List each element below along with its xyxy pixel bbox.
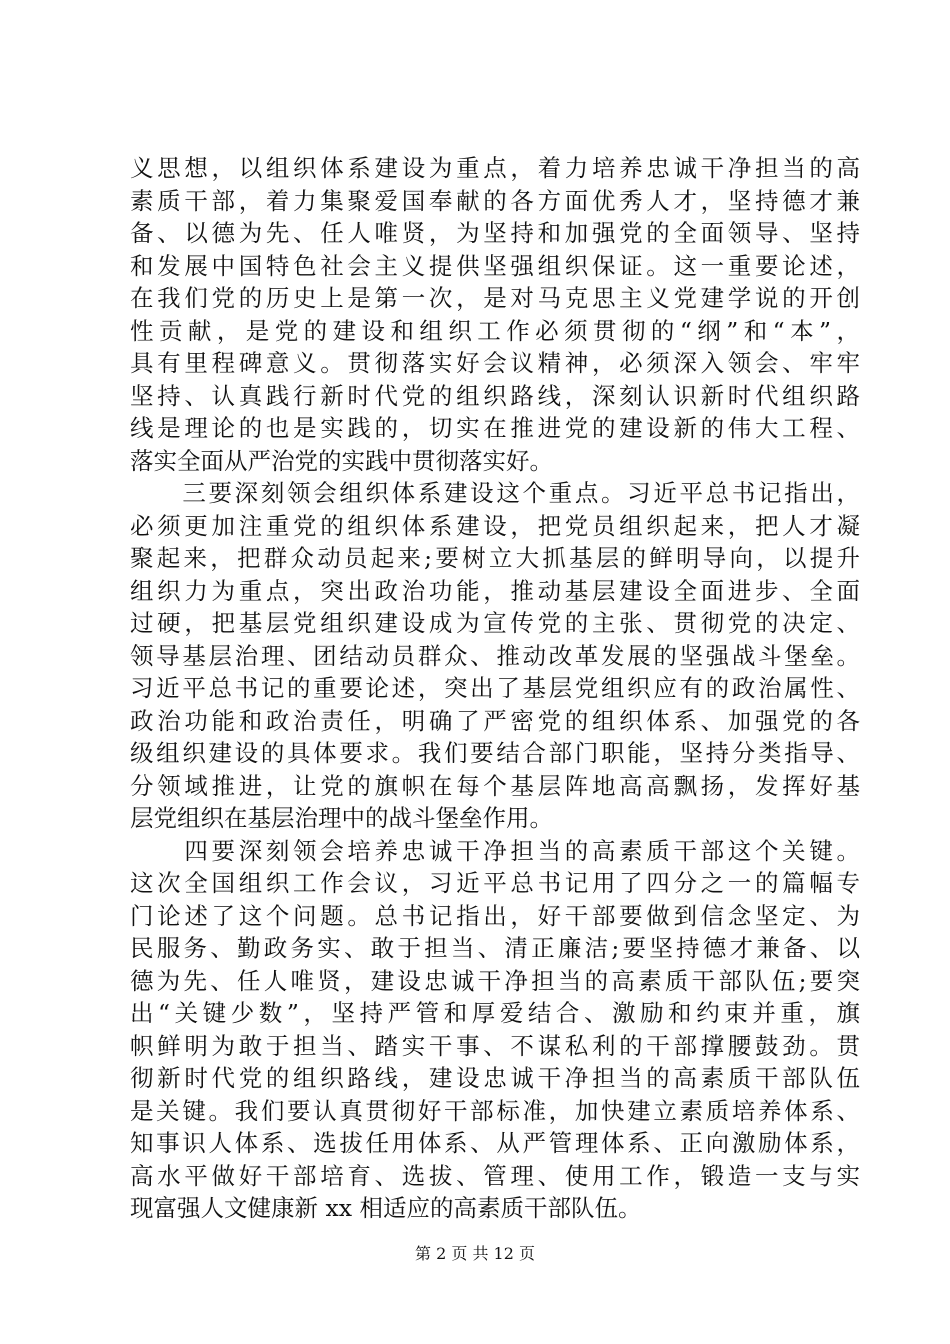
text-line: 现富强人文健康新 xx 相适应的高素质干部队伍。 — [130, 1194, 642, 1222]
text-line: 德为先、任人唯贤，建设忠诚干净担当的高素质干部队伍;要突 — [130, 966, 860, 995]
body-text — [130, 152, 860, 1225]
text-line: 坚持、认真践行新时代党的组织路线，深刻认识新时代组织路 — [130, 381, 860, 410]
text-line: 知事识人体系、选拔任用体系、从严管理体系、正向激励体系， — [130, 1129, 860, 1157]
text-line: 和发展中国特色社会主义提供坚强组织保证。这一重要论述， — [130, 251, 860, 280]
text-line: 这次全国组织工作会议，习近平总书记用了四分之一的篇幅专 — [130, 869, 860, 897]
text-line: 聚起来，把群众动员起来;要树立大抓基层的鲜明导向，以提升 — [130, 544, 860, 572]
text-line: 是关键。我们要认真贯彻好干部标准，加快建立素质培养体系、 — [130, 1096, 860, 1125]
text-line: 在我们党的历史上是第一次，是对马克思主义党建学说的开创 — [130, 284, 860, 312]
text-line: 习近平总书记的重要论述，突出了基层党组织应有的政治属性、 — [130, 674, 860, 702]
text-line: 落实全面从严治党的实践中贯彻落实好。 — [130, 446, 553, 475]
text-line: 备、以德为先、任人唯贤，为坚持和加强党的全面领导、坚持 — [130, 219, 860, 247]
text-line: 必须更加注重党的组织体系建设，把党员组织起来，把人才凝 — [130, 511, 860, 540]
text-line: 四要深刻领会培养忠诚干净担当的高素质干部这个关键。 — [130, 836, 860, 865]
text-line: 素质干部，着力集聚爱国奉献的各方面优秀人才，坚持德才兼 — [130, 186, 860, 215]
text-line: 领导基层治理、团结动员群众、推动改革发展的坚强战斗堡垒。 — [130, 641, 860, 670]
text-line: 彻新时代党的组织路线，建设忠诚干净担当的高素质干部队伍 — [130, 1064, 860, 1092]
page-footer: 第 2 页 共 12 页 — [415, 1244, 535, 1263]
text-line: 分领域推进，让党的旗帜在每个基层阵地高高飘扬，发挥好基 — [130, 771, 860, 800]
text-line: 具有里程碑意义。贯彻落实好会议精神，必须深入领会、牢牢 — [130, 349, 860, 377]
text-line: 出“关键少数”，坚持严管和厚爱结合、激励和约束并重，旗 — [130, 999, 860, 1027]
text-line: 高水平做好干部培育、选拔、管理、使用工作，锻造一支与实 — [130, 1161, 860, 1190]
text-line: 三要深刻领会组织体系建设这个重点。习近平总书记指出， — [130, 479, 860, 507]
text-line: 帜鲜明为敢于担当、踏实干事、不谋私利的干部撑腰鼓劲。贯 — [130, 1031, 860, 1060]
text-line: 民服务、勤政务实、敢于担当、清正廉洁;要坚持德才兼备、以 — [130, 934, 860, 962]
text-line: 级组织建设的具体要求。我们要结合部门职能，坚持分类指导、 — [130, 739, 860, 767]
text-line: 层党组织在基层治理中的战斗堡垒作用。 — [130, 804, 553, 832]
text-line: 性贡献，是党的建设和组织工作必须贯彻的“纲”和“本”， — [130, 316, 860, 345]
text-line: 组织力为重点，突出政治功能，推动基层建设全面进步、全面 — [130, 576, 860, 605]
text-line: 政治功能和政治责任，明确了严密党的组织体系、加强党的各 — [130, 706, 860, 735]
text-line: 义思想，以组织体系建设为重点，着力培养忠诚干净担当的高 — [130, 154, 860, 182]
text-line: 线是理论的也是实践的，切实在推进党的建设新的伟大工程、 — [130, 414, 860, 442]
text-line: 门论述了这个问题。总书记指出，好干部要做到信念坚定、为 — [130, 901, 860, 930]
text-line: 过硬，把基层党组织建设成为宣传党的主张、贯彻党的决定、 — [130, 609, 860, 637]
